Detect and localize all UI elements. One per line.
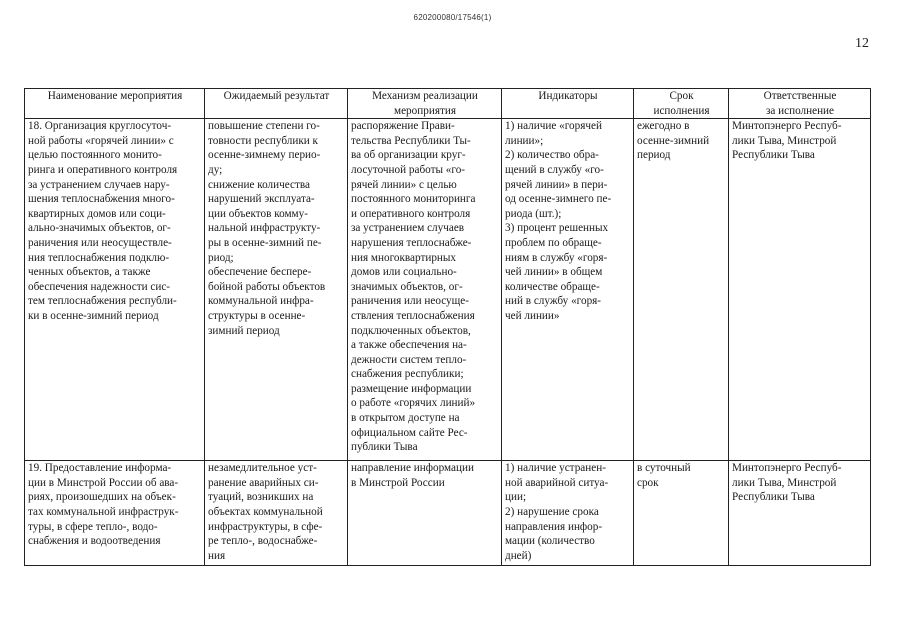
header-measure-name: Наименование мероприятия [25, 89, 205, 119]
cell-responsible: Минтопэнерго Респуб- лики Тыва, Минстрой Республики Тыва [729, 119, 871, 461]
document-code: 620200080/17546(1) [413, 13, 492, 22]
measures-table [24, 88, 871, 566]
header-mechanism: Механизм реализации мероприятия [348, 89, 502, 119]
cell-responsible: Минтопэнерго Респуб- лики Тыва, Минстрой Республики Тыва [729, 461, 871, 566]
cell-measure-name: 19. Предоставление информа- ции в Минстрой России об ава- риях, произошедших на объек- тах коммунальной инфраструк- туры, в сфере тепло-, водо- снабжения и водоотведения [25, 461, 205, 566]
cell-indicators: 1) наличие устранен- ной аварийной ситуа- ции; 2) нарушение срока направления инфор- мации (количество дней) [502, 461, 634, 566]
table-header-row [25, 89, 871, 119]
cell-expected-result: незамедлительное уст- ранение аварийных си- туаций, возникших на объектах коммунальной инфраструктуры, в сфе- ре тепло-, водоснабже- ния [205, 461, 348, 566]
header-indicators: Индикаторы [502, 89, 634, 119]
cell-deadline: ежегодно в осенне-зимний период [634, 119, 729, 461]
header-expected-result: Ожидаемый результат [205, 89, 348, 119]
header-deadline: Срок исполнения [634, 89, 729, 119]
page-number: 12 [855, 36, 869, 51]
table-row [25, 119, 871, 461]
cell-mechanism: направление информации в Минстрой России [348, 461, 502, 566]
table-row [25, 461, 871, 566]
cell-expected-result: повышение степени го- товности республики к осенне-зимнему перио- ду; снижение количества нарушений эксплуата- ции объектов комму- нальной инфраструкту- ры в осенне-зимний пе- риод; обеспечение беспере- бойной работы объектов коммунальной инфра- структуры в осенне- зимний период [205, 119, 348, 461]
header-responsible: Ответственные за исполнение [729, 89, 871, 119]
cell-deadline: в суточный срок [634, 461, 729, 566]
cell-indicators: 1) наличие «горячей линии»; 2) количество обра- щений в службу «го- рячей линии» в пери- од осенне-зимнего пе- риода (шт.); 3) процент решенных проблем по обраще- ниям в службу «горя- чей линии» в общем количестве обраще- ний в службу «горя- чей линии» [502, 119, 634, 461]
cell-mechanism: распоряжение Прави- тельства Республики Ты- ва об организации круг- лосуточной работы «го- рячей линии» с целью постоянного мониторинга и оперативного контроля за устранением случаев нарушения теплоснабже- ния многоквартирных домов или социально- значимых объектов, ог- раничения или неосуще- ствления теплоснабжения подключенных объектов, а также обеспечения на- дежности систем тепло- снабжения республики; размещение информации о работе «горячих линий» в открытом доступе на официальном сайте Рес- публики Тыва [348, 119, 502, 461]
cell-measure-name: 18. Организация круглосуточ- ной работы «горячей линии» с целью постоянного монито- ринга и оперативного контроля за устранением случаев нару- шения теплоснабжения много- квартирных домов или соци- ально-значимых объектов, ог- раничения или неосуществле- ния теплоснабжения подклю- ченных объектов, а также обеспечения надежности сис- тем теплоснабжения республи- ки в осенне-зимний период [25, 119, 205, 461]
